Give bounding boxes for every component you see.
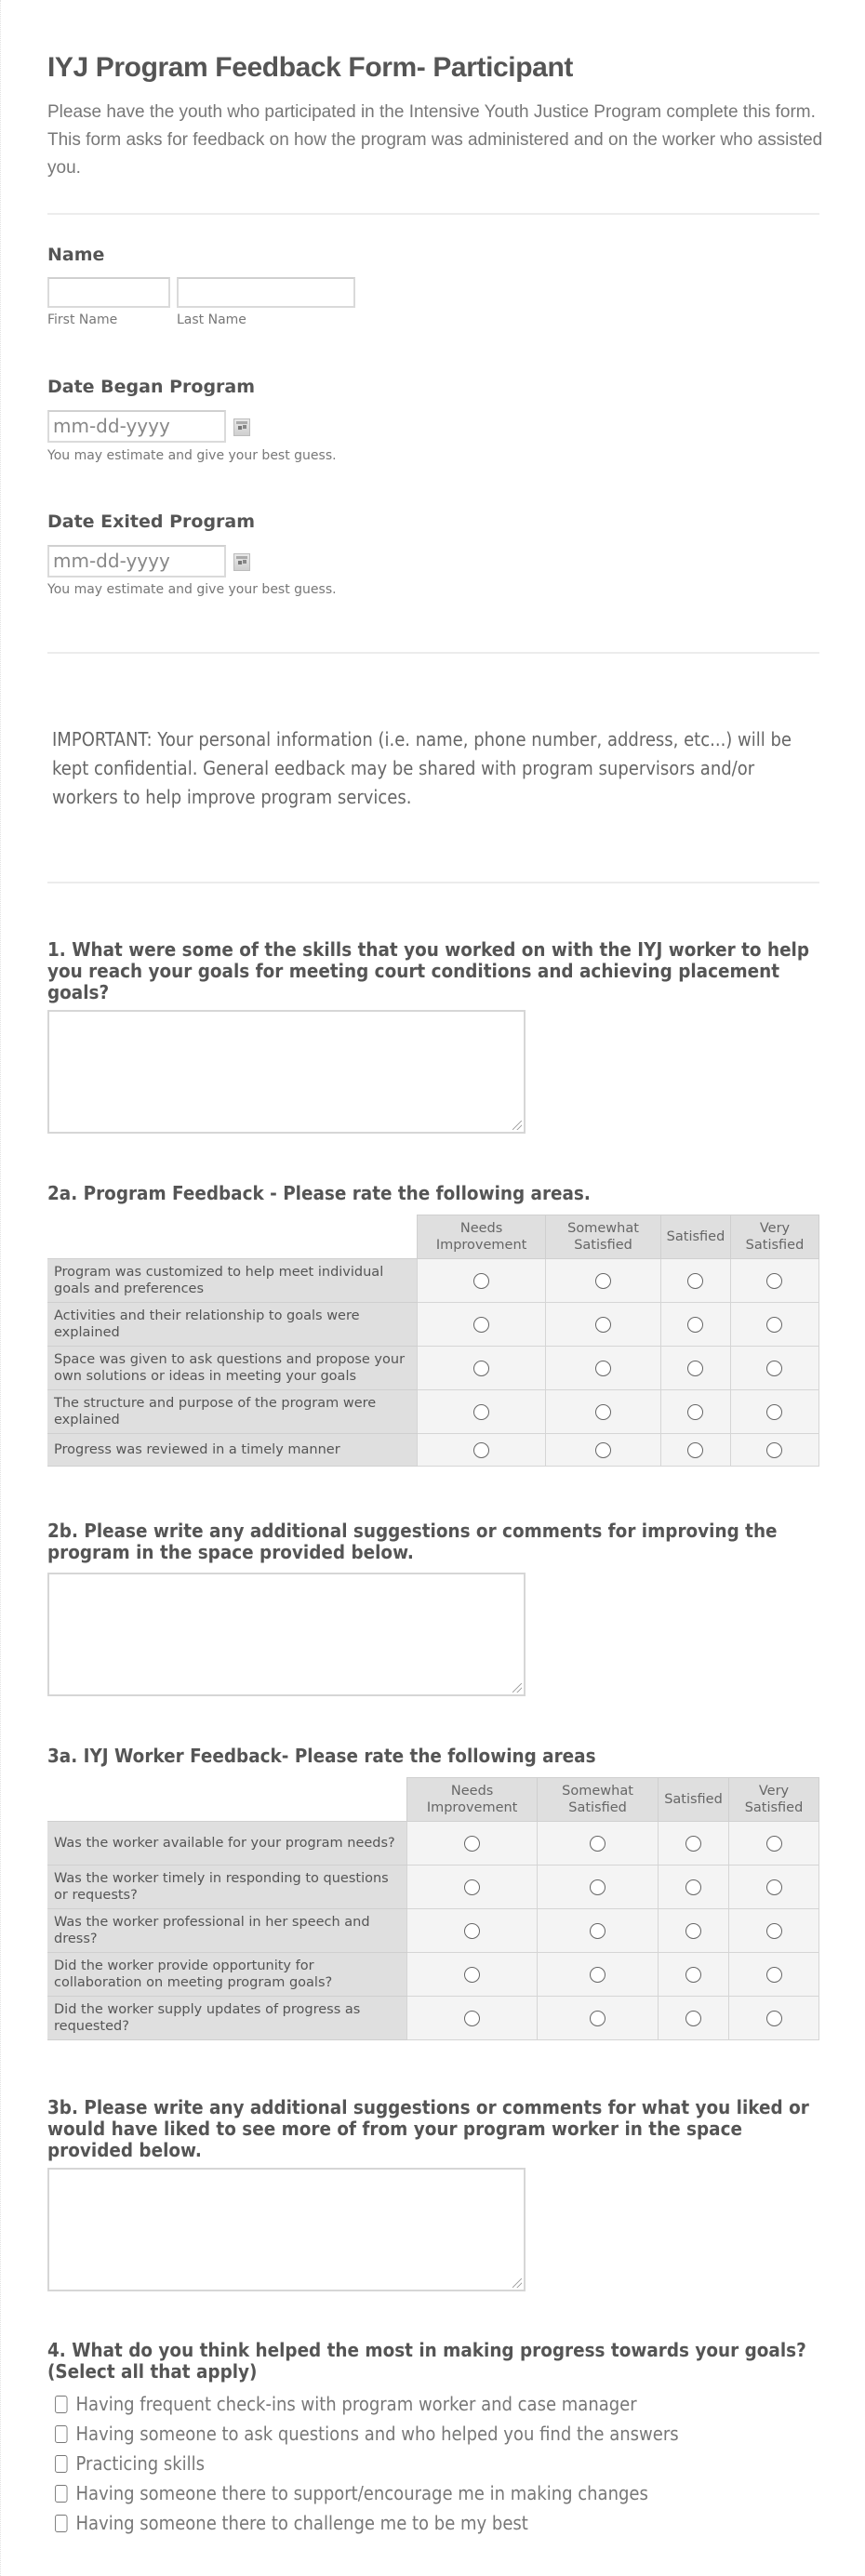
radio-button[interactable] xyxy=(473,1317,489,1333)
confidentiality-notice: IMPORTANT: Your personal information (i.e. name, phone number, address, etc...) will be kept confidential. General eedback may be shared with program supervisors and/or workers to help improve program services. xyxy=(52,728,792,808)
radio-button[interactable] xyxy=(473,1273,489,1289)
resize-grip-icon[interactable] xyxy=(512,1121,522,1130)
question-1-label: 1. What were some of the skills that you worked on with the IYJ worker to help you reach your goals for meeting court conditions and achieving placement goals? xyxy=(47,938,810,1003)
radio-button[interactable] xyxy=(595,1273,611,1289)
date-exited-hint: You may estimate and give your best guess. xyxy=(47,582,337,597)
divider xyxy=(47,213,819,215)
last-name-input[interactable] xyxy=(177,277,355,308)
date-began-hint: You may estimate and give your best guess. xyxy=(47,448,337,463)
last-name-sublabel: Last Name xyxy=(177,312,246,327)
question-3a-label: 3a. IYJ Worker Feedback- Please rate the following areas xyxy=(47,1745,596,1767)
matrix-row xyxy=(47,1390,819,1434)
radio-button[interactable] xyxy=(687,1442,703,1458)
matrix-row xyxy=(47,1909,819,1953)
row-label: Did the worker supply updates of progress as requested? xyxy=(47,1997,407,2040)
radio-button[interactable] xyxy=(464,1967,480,1983)
radio-button[interactable] xyxy=(687,1317,703,1333)
row-label: Did the worker provide opportunity for collaboration on meeting program goals? xyxy=(47,1953,407,1997)
radio-button[interactable] xyxy=(687,1273,703,1289)
matrix-row xyxy=(47,1997,819,2040)
radio-button[interactable] xyxy=(766,1273,782,1289)
resize-grip-icon[interactable] xyxy=(512,1683,522,1693)
matrix-row xyxy=(47,1347,819,1390)
radio-button[interactable] xyxy=(766,1836,782,1852)
radio-button[interactable] xyxy=(473,1404,489,1420)
program-feedback-matrix xyxy=(47,1215,819,1467)
checkbox-option[interactable]: Having someone there to challenge me to be my best xyxy=(55,2512,528,2534)
radio-button[interactable] xyxy=(590,1836,606,1852)
question-4-label: 4. What do you think helped the most in making progress towards your goals? (Select all that apply) xyxy=(47,2339,806,2383)
date-began-input[interactable]: mm-dd-yyyy xyxy=(47,410,226,443)
divider xyxy=(47,882,819,883)
question-3b-label: 3b. Please write any additional suggestions or comments for what you liked or would have liked to see more of from your program worker in the space provided below. xyxy=(47,2096,809,2161)
matrix-row xyxy=(47,1434,819,1467)
calendar-icon[interactable] xyxy=(233,553,250,571)
row-label: The structure and purpose of the program were explained xyxy=(47,1390,418,1434)
radio-button[interactable] xyxy=(464,1879,480,1895)
checkbox[interactable] xyxy=(55,2425,68,2443)
radio-button[interactable] xyxy=(590,1967,606,1983)
date-exited-input[interactable]: mm-dd-yyyy xyxy=(47,545,226,578)
divider xyxy=(47,652,819,654)
worker-feedback-matrix xyxy=(47,1777,819,2040)
column-header: Satisfied xyxy=(661,1215,731,1259)
radio-button[interactable] xyxy=(766,1879,782,1895)
form-description: Please have the youth who participated in the Intensive Youth Justice Program complete this form. This form asks for feedback on how the program was administered and on the worker who assisted you. xyxy=(47,102,823,178)
radio-button[interactable] xyxy=(766,1404,782,1420)
matrix-row xyxy=(47,1953,819,1997)
radio-button[interactable] xyxy=(766,1317,782,1333)
checkbox[interactable] xyxy=(55,2396,68,2413)
radio-button[interactable] xyxy=(766,1923,782,1939)
column-header: Very Satisfied xyxy=(729,1778,819,1822)
matrix-row xyxy=(47,1822,819,1866)
radio-button[interactable] xyxy=(685,1879,701,1895)
radio-button[interactable] xyxy=(464,1923,480,1939)
column-header: Needs Improvement xyxy=(418,1215,546,1259)
checkbox-option[interactable]: Practicing skills xyxy=(55,2452,205,2475)
question-3b-textarea[interactable] xyxy=(47,2168,526,2291)
matrix-row xyxy=(47,1303,819,1347)
question-2b-label: 2b. Please write any additional suggestions or comments for improving the program in the space provided below. xyxy=(47,1520,778,1563)
column-header: Somewhat Satisfied xyxy=(538,1778,659,1822)
radio-button[interactable] xyxy=(685,2011,701,2026)
matrix-row xyxy=(47,1866,819,1909)
row-label: Program was customized to help meet individual goals and preferences xyxy=(47,1259,418,1303)
name-label: Name xyxy=(47,245,105,265)
matrix-row xyxy=(47,1259,819,1303)
radio-button[interactable] xyxy=(595,1442,611,1458)
radio-button[interactable] xyxy=(590,2011,606,2026)
date-began-label: Date Began Program xyxy=(47,377,256,397)
radio-button[interactable] xyxy=(766,2011,782,2026)
radio-button[interactable] xyxy=(464,1836,480,1852)
row-label: Space was given to ask questions and propose your own solutions or ideas in meeting your goals xyxy=(47,1347,418,1390)
column-header: Needs Improvement xyxy=(407,1778,538,1822)
checkbox-option[interactable]: Having frequent check-ins with program worker and case manager xyxy=(55,2393,637,2415)
radio-button[interactable] xyxy=(766,1361,782,1376)
radio-button[interactable] xyxy=(687,1361,703,1376)
row-label: Activities and their relationship to goals were explained xyxy=(47,1303,418,1347)
radio-button[interactable] xyxy=(473,1442,489,1458)
resize-grip-icon[interactable] xyxy=(512,2278,522,2288)
question-2a-label: 2a. Program Feedback - Please rate the following areas. xyxy=(47,1182,591,1204)
checkbox-option[interactable]: Having someone to ask questions and who helped you find the answers xyxy=(55,2423,679,2445)
radio-button[interactable] xyxy=(595,1317,611,1333)
radio-button[interactable] xyxy=(590,1879,606,1895)
question-2b-textarea[interactable] xyxy=(47,1573,526,1696)
radio-button[interactable] xyxy=(595,1361,611,1376)
checkbox[interactable] xyxy=(55,2485,68,2503)
first-name-sublabel: First Name xyxy=(47,312,118,327)
radio-button[interactable] xyxy=(473,1361,489,1376)
row-label: Was the worker professional in her speech and dress? xyxy=(47,1909,407,1953)
question-1-textarea[interactable] xyxy=(47,1010,526,1134)
row-label: Progress was reviewed in a timely manner xyxy=(47,1434,418,1467)
row-label: Was the worker available for your program needs? xyxy=(47,1822,407,1866)
radio-button[interactable] xyxy=(595,1404,611,1420)
first-name-input[interactable] xyxy=(47,277,170,308)
radio-button[interactable] xyxy=(687,1404,703,1420)
checkbox[interactable] xyxy=(55,2515,68,2532)
checkbox-option[interactable]: Having someone there to support/encourage me in making changes xyxy=(55,2482,648,2504)
radio-button[interactable] xyxy=(685,1836,701,1852)
checkbox[interactable] xyxy=(55,2455,68,2473)
column-header: Very Satisfied xyxy=(730,1215,818,1259)
column-header: Somewhat Satisfied xyxy=(546,1215,661,1259)
radio-button[interactable] xyxy=(766,1442,782,1458)
radio-button[interactable] xyxy=(685,1923,701,1939)
column-header: Satisfied xyxy=(659,1778,729,1822)
date-exited-label: Date Exited Program xyxy=(47,511,256,532)
form-title: IYJ Program Feedback Form- Participant xyxy=(47,52,573,83)
radio-button[interactable] xyxy=(590,1923,606,1939)
calendar-icon[interactable] xyxy=(233,418,250,436)
radio-button[interactable] xyxy=(766,1967,782,1983)
radio-button[interactable] xyxy=(464,2011,480,2026)
radio-button[interactable] xyxy=(685,1967,701,1983)
row-label: Was the worker timely in responding to questions or requests? xyxy=(47,1866,407,1909)
